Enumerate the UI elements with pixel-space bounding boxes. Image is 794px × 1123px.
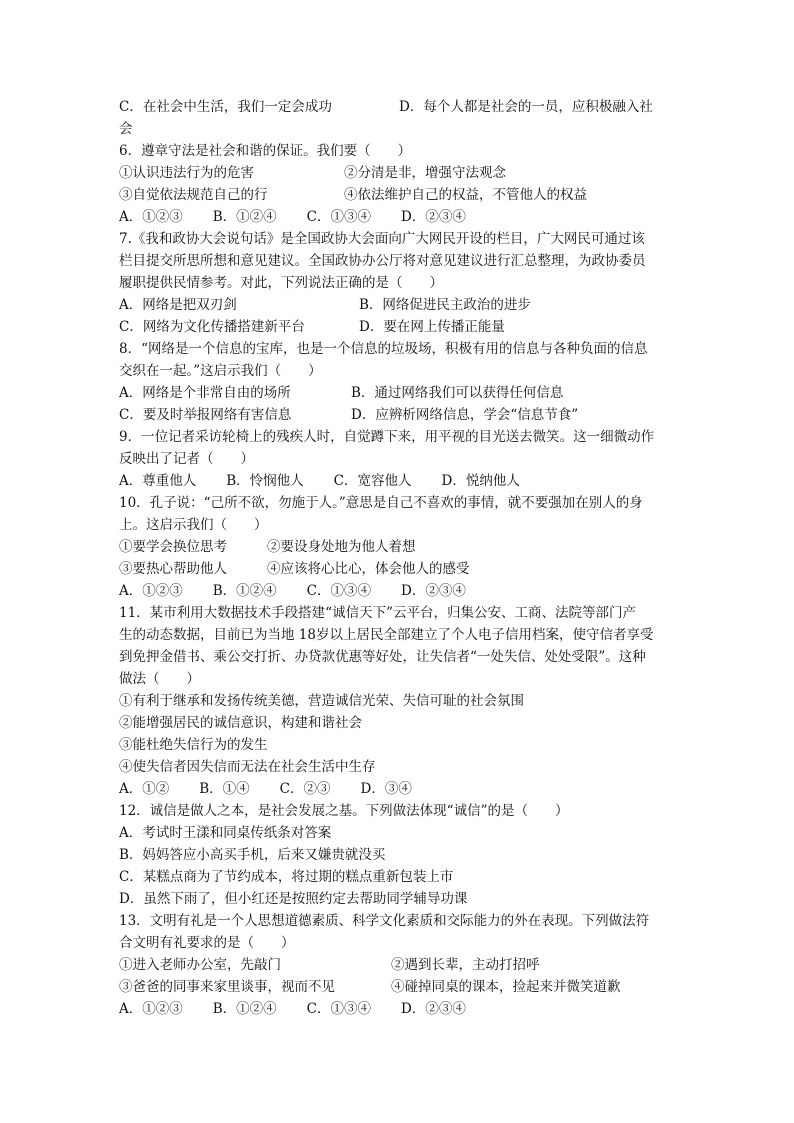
q12-option-c: C．某糕点商为了节约成本，将过期的糕点重新包装上市	[119, 869, 454, 885]
q10-stem-line-1: 10．孔子说：“己所不欲，勿施于人。”意思是自己不喜欢的事情，就不要强加在别人的身	[119, 495, 643, 511]
q6-option-b: B．①②④	[212, 209, 277, 225]
q9-options	[119, 470, 679, 492]
q11-option-c: C．②③	[279, 781, 331, 797]
q6-stem: 6．遵章守法是社会和谐的保证。我们要（ ）	[119, 143, 412, 159]
q13-statement-4: ④碰掉同桌的课本，捡起来并微笑道歉	[391, 979, 621, 995]
q12-stem: 12．诚信是做人之本，是社会发展之基。下列做法体现“诚信”的是（ ）	[119, 803, 569, 819]
q6-statement-3: ③自觉依法规范自己的行	[119, 187, 268, 203]
q7-stem-line-2: 栏目提交所思所想和意见建议。全国政协办公厅将对意见建议进行汇总整理，为政协委员	[119, 253, 646, 269]
q13-option-b: B．①②④	[212, 1001, 277, 1017]
q13-option-d: D．②③④	[401, 1001, 466, 1017]
q13-statements-12	[119, 954, 679, 976]
q13-stem-line-2: 合文明有礼要求的是（ ）	[119, 935, 295, 951]
q7-option-b: B．网络促进民主政治的进步	[359, 297, 531, 313]
q13-statement-3: ③爸爸的同事来家里谈事，视而不见	[119, 979, 335, 995]
q6-statement-4: ④依法维护自己的权益，不管他人的权益	[344, 187, 587, 203]
q8-option-b: B．通过网络我们可以获得任何信息	[351, 385, 564, 401]
q8-option-a: A．网络是个非常自由的场所	[119, 385, 291, 401]
q7-stem-line-3: 履职提供民情参考。对此，下列说法正确的是（ ）	[119, 275, 443, 291]
q13-statement-1: ①进入老师办公室，先敲门	[119, 957, 281, 973]
q13-option-c: C．①③④	[306, 1001, 372, 1017]
q6-statement-1: ①认识违法行为的危害	[119, 165, 254, 181]
q11-statement-3: ③能杜绝失信行为的发生	[119, 737, 268, 753]
q8-option-c: C．要及时举报网络有害信息	[119, 407, 292, 423]
q10-statements-12	[119, 536, 679, 558]
q5-option-c: C．在社会中生活，我们一定会成功	[119, 99, 332, 115]
q5-option-d: D．每个人都是社会的一员，应积极融入社	[399, 99, 653, 115]
q9-option-d: D．悦纳他人	[441, 473, 520, 489]
q5-option-d-wrap: 会	[119, 121, 133, 137]
q12-option-b: B．妈妈答应小高买手机，后来又嫌贵就没买	[119, 847, 386, 863]
q7-stem-line-1: 7.《我和政协大会说句话》是全国政协大会面向广大网民开设的栏目，广大网民可通过该	[119, 231, 645, 247]
q8-options-cd	[119, 404, 679, 426]
q12-option-d: D．虽然下雨了，但小红还是按照约定去帮助同学辅导功课	[119, 891, 468, 907]
q8-stem-line-2: 交织在一起。”这启示我们（ ）	[119, 363, 322, 379]
q10-option-a: A．①②③	[119, 583, 183, 599]
q9-stem-line-2: 反映出了记者（ ）	[119, 451, 254, 467]
q11-stem-line-3: 到免押金借书、乘公交打折、办贷款优惠等好处，让失信者“一处失信、处处受限”。这种	[119, 649, 646, 665]
q11-statement-4: ④使失信者因失信而无法在社会生活中生存	[119, 759, 376, 775]
q9-option-a: A．尊重他人	[119, 473, 197, 489]
q10-option-c: C．①③④	[306, 583, 372, 599]
q7-options-cd	[119, 316, 679, 338]
q10-option-d: D．②③④	[401, 583, 466, 599]
q9-stem-line-1: 9．一位记者采访轮椅上的残疾人时，自觉蹲下来，用平视的目光送去微笑。这一细微动作	[119, 429, 655, 445]
q13-statement-2: ②遇到长辈，主动打招呼	[391, 957, 540, 973]
q8-stem-line-1: 8．“网络是一个信息的宝库，也是一个信息的垃圾场，积极有用的信息与各种负面的信息	[119, 341, 648, 357]
q10-stem-line-2: 上。这启示我们（ ）	[119, 517, 268, 533]
q6-options	[119, 206, 679, 228]
q11-option-a: A．①②	[119, 781, 170, 797]
q11-option-d: D．③④	[360, 781, 412, 797]
q8-option-d: D．应辨析网络信息，学会“信息节食”	[351, 407, 579, 423]
q9-option-c: C．宽容他人	[333, 473, 412, 489]
q11-statement-1: ①有利于继承和发扬传统美德，营造诚信光荣、失信可耻的社会氛围	[119, 693, 524, 709]
q10-statement-3: ③要热心帮助他人	[119, 561, 227, 577]
q13-option-a: A．①②③	[119, 1001, 183, 1017]
q5-options-cd	[119, 96, 679, 118]
q13-statements-34	[119, 976, 679, 998]
q11-stem-line-1: 11．某市利用大数据技术手段搭建“诚信天下”云平台，归集公安、工商、法院等部门产	[119, 605, 636, 621]
q6-option-a: A．①②③	[119, 209, 183, 225]
q7-option-c: C．网络为文化传播搭建新平台	[119, 319, 305, 335]
q6-option-c: C．①③④	[306, 209, 372, 225]
q7-option-a: A．网络是把双刃剑	[119, 297, 237, 313]
q13-stem-line-1: 13．文明有礼是一个人思想道德素质、科学文化素质和交际能力的外在表现。下列做法符	[119, 913, 650, 929]
q10-statement-2: ②要设身处地为他人着想	[267, 539, 416, 555]
q11-statement-2: ②能增强居民的诚信意识，构建和谐社会	[119, 715, 362, 731]
exam-page	[119, 96, 679, 1020]
q8-options-ab	[119, 382, 679, 404]
q9-option-b: B．怜悯他人	[226, 473, 304, 489]
q11-stem-line-2: 生的动态数据，目前已为当地 18岁以上居民全部建立了个人电子信用档案，使守信者享受	[119, 627, 654, 643]
q10-options	[119, 580, 679, 602]
q6-option-d: D．②③④	[401, 209, 466, 225]
q6-statements-12	[119, 162, 679, 184]
q6-statements-34	[119, 184, 679, 206]
q13-options	[119, 998, 679, 1020]
q10-statements-34	[119, 558, 679, 580]
q11-stem-line-4: 做法（ ）	[119, 671, 200, 687]
q10-statement-1: ①要学会换位思考	[119, 539, 227, 555]
q11-option-b: B．①④	[199, 781, 250, 797]
q6-statement-2: ②分清是非，增强守法观念	[344, 165, 506, 181]
q10-option-b: B．①②④	[212, 583, 277, 599]
q11-options	[119, 778, 679, 800]
q7-options-ab	[119, 294, 679, 316]
q10-statement-4: ④应该将心比心，体会他人的感受	[267, 561, 470, 577]
q12-option-a: A．考试时王漾和同桌传纸条对答案	[119, 825, 332, 841]
q7-option-d: D．要在网上传播正能量	[359, 319, 505, 335]
